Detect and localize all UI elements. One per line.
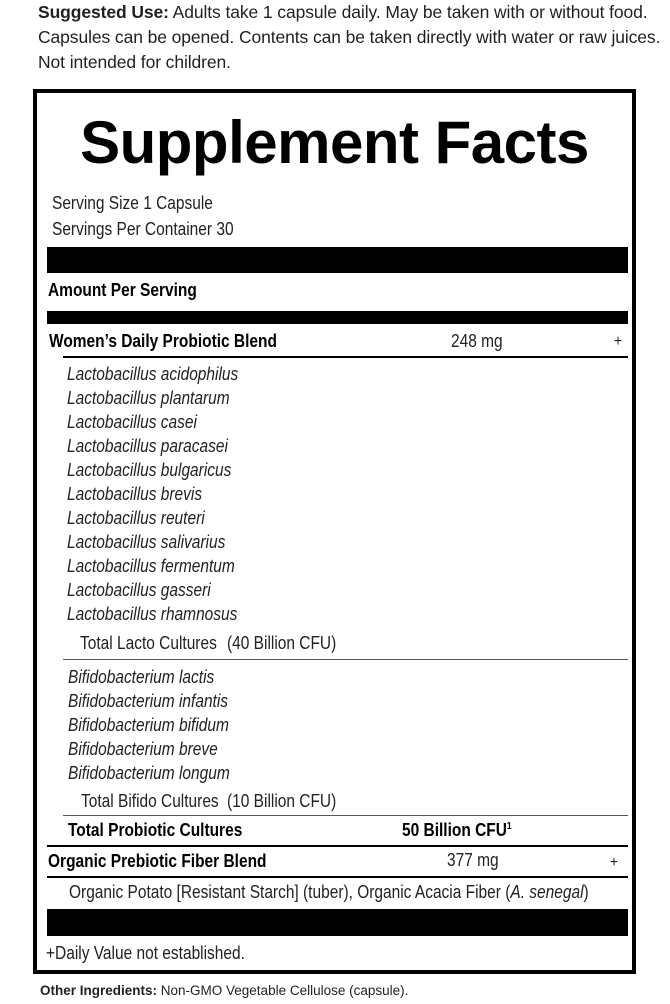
servings-per-container: Servings Per Container 30 (52, 219, 234, 239)
serving-size: Serving Size 1 Capsule (52, 193, 213, 213)
list-item: Lactobacillus salivarius (67, 532, 226, 552)
suggested-use-text: Adults take 1 capsule daily. May be taken with or without food. Capsules can be opened. Contents can be taken directly with water or raw juices. Not intended for children. (38, 2, 661, 72)
footnote-marker: 1 (506, 821, 512, 832)
total-probiotic-label: Total Probiotic Cultures (68, 820, 243, 840)
prebiotic-desc-species: A. senegal (510, 882, 584, 902)
bifido-total-value: (10 Billion CFU) (227, 791, 337, 811)
blend-amount: 248 mg (451, 331, 503, 351)
footnote: +Daily Value not established. (46, 943, 245, 963)
divider-lacto (63, 659, 628, 660)
divider-bifido (63, 815, 628, 816)
list-item: Lactobacillus bulgaricus (67, 460, 232, 480)
list-item: Bifidobacterium infantis (68, 691, 229, 711)
list-item: Lactobacillus plantarum (67, 388, 230, 408)
blend-dv: + (614, 333, 623, 350)
list-item: Lactobacillus reuteri (67, 508, 205, 528)
list-item: Lactobacillus rhamnosus (67, 604, 238, 624)
other-ingredients (40, 983, 408, 998)
thick-divider-top (47, 247, 628, 273)
other-ingredients-label: Other Ingredients: (40, 983, 158, 998)
thick-divider-amount (47, 311, 628, 324)
list-item: Lactobacillus gasseri (67, 580, 211, 600)
prebiotic-name: Organic Prebiotic Fiber Blend (48, 851, 267, 871)
lacto-total-label: Total Lacto Cultures (80, 633, 217, 653)
thick-divider-bottom (47, 909, 628, 936)
prebiotic-desc-close: ) (583, 882, 589, 902)
supplement-facts-panel (33, 89, 636, 974)
list-item: Lactobacillus brevis (67, 484, 203, 504)
divider-prebiotic (47, 876, 628, 878)
list-item: Bifidobacterium longum (68, 763, 230, 783)
list-item: Lactobacillus paracasei (67, 436, 228, 456)
prebiotic-description (69, 882, 589, 903)
lacto-total-value: (40 Billion CFU) (227, 633, 337, 653)
total-probiotic-value (402, 820, 512, 841)
list-item: Bifidobacterium breve (68, 739, 218, 759)
other-ingredients-text: Non-GMO Vegetable Cellulose (capsule). (157, 983, 409, 998)
list-item: Bifidobacterium bifidum (68, 715, 229, 735)
list-item: Bifidobacterium lactis (68, 667, 215, 687)
blend-name: Women’s Daily Probiotic Blend (49, 331, 277, 351)
suggested-use (38, 0, 663, 75)
prebiotic-dv: + (610, 854, 619, 871)
list-item: Lactobacillus fermentum (67, 556, 235, 576)
suggested-use-label: Suggested Use: (38, 2, 169, 22)
total-probiotic-amount: 50 Billion CFU (402, 820, 507, 840)
bifido-total-label: Total Bifido Cultures (81, 791, 219, 811)
prebiotic-amount: 377 mg (447, 850, 499, 870)
panel-title: Supplement Facts (80, 109, 589, 176)
list-item: Lactobacillus acidophilus (67, 364, 239, 384)
prebiotic-desc-text: Organic Potato [Resistant Starch] (tuber), Organic Acacia Fiber ( (69, 882, 511, 902)
divider-total (47, 845, 628, 847)
amount-per-serving: Amount Per Serving (48, 280, 197, 300)
divider-blend (63, 356, 628, 358)
list-item: Lactobacillus casei (67, 412, 197, 432)
